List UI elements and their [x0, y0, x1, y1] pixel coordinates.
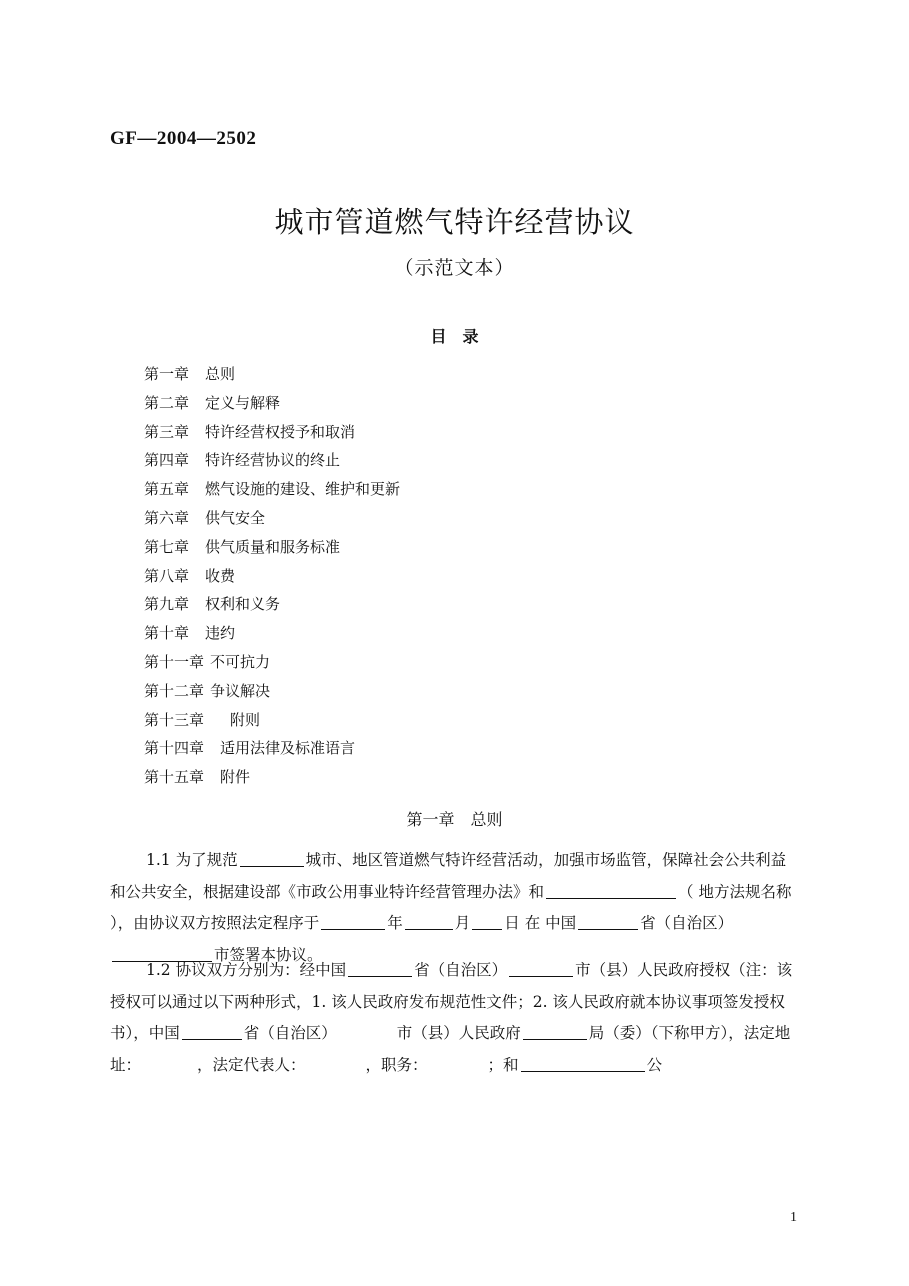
toc-chapter-name: 供气安全 [205, 508, 266, 527]
toc-chapter: 第四章 [144, 451, 190, 470]
toc-chapter: 第十三章 [144, 710, 205, 729]
toc-item [144, 679, 400, 708]
section-heading [0, 807, 909, 830]
fill-blank [509, 961, 573, 978]
clause-text: 省（自治区） [243, 1024, 337, 1042]
toc-item [144, 391, 400, 420]
fill-blank [240, 851, 304, 868]
toc-chapter-name: 供气质量和服务标准 [205, 537, 341, 556]
toc-chapter-name: 总则 [205, 365, 236, 383]
clause-text: 省（自治区） [640, 914, 734, 932]
clause-text: ；和 [487, 1055, 519, 1074]
toc-item [144, 765, 400, 794]
toc-item [144, 736, 400, 765]
clause-text: 市签署本协议。 [214, 945, 323, 964]
document-title: 城市管道燃气特许经营协议 [274, 205, 635, 239]
clause-text: 月 [454, 914, 471, 932]
toc-chapter: 第十四章 [144, 739, 205, 758]
fill-blank [546, 882, 676, 899]
fill-blank [405, 914, 453, 931]
clause-1-2 [110, 955, 800, 1081]
toc-chapter: 第九章 [144, 595, 190, 614]
toc-item [144, 650, 400, 679]
fill-blank [578, 914, 638, 931]
clause-1-1 [110, 845, 800, 971]
clause-text: （ 地方法规名称 ），由协议双方按照法定程序于 [110, 882, 792, 932]
toc-chapter: 第一章 [144, 365, 190, 383]
clause-text: ，职务： [365, 1055, 428, 1074]
fill-blank [523, 1024, 587, 1041]
toc-chapter-name: 附则 [230, 710, 261, 729]
clause-text: 市（县）人民政府 [396, 1024, 521, 1042]
toc-chapter: 第十二章 [144, 681, 205, 700]
fill-blank [321, 914, 385, 931]
toc-heading: 目 录 [430, 327, 479, 346]
page-number: 1 [790, 1210, 797, 1225]
toc-chapter: 第七章 [144, 537, 190, 556]
toc-chapter: 第十一章 [144, 652, 205, 671]
clause-text: 省（自治区） [414, 961, 508, 979]
toc-item [144, 477, 400, 506]
toc-chapter: 第二章 [144, 393, 190, 412]
clause-text: 城市、地区管道燃气特许经营活动，加强市场监管，保障社会公共利益和公共安全，根据建设部《市政公用事业特许经营管理办法》和 [110, 851, 787, 901]
toc-chapter: 第十五章 [144, 768, 205, 787]
fill-blank [472, 914, 502, 931]
toc-chapter: 第五章 [144, 480, 190, 499]
toc-chapter-name: 附件 [220, 768, 251, 787]
toc-item [144, 506, 400, 535]
fill-blank [521, 1055, 645, 1072]
document-subtitle: （示范文本） [394, 257, 515, 279]
toc-chapter: 第三章 [144, 422, 190, 441]
toc-chapter-name: 特许经营权授予和取消 [205, 422, 356, 441]
toc-chapter: 第八章 [144, 566, 190, 585]
toc-chapter-name: 定义与解释 [205, 393, 281, 412]
toc-item [144, 420, 400, 449]
toc-chapter-name: 收费 [205, 566, 236, 585]
clause-text: 日 在 中国 [504, 914, 577, 932]
toc-chapter-name: 权利和义务 [205, 595, 281, 614]
table-of-contents [144, 362, 400, 794]
clause-text: ，法定代表人： [197, 1055, 306, 1074]
toc-item [144, 362, 400, 391]
clause-text: 局（委）（下称甲方），法定地址： [110, 1024, 791, 1074]
clause-text: 市（县）人民政府授权（注：该授权可以通过以下两种形式，1. 该人民政府发布规范性文件；2. 该人民政府就本协议事项签发授权书），中国 [110, 961, 793, 1042]
toc-item [144, 448, 400, 477]
toc-chapter: 第十章 [144, 624, 190, 643]
toc-chapter-name: 争议解决 [210, 681, 271, 700]
clause-text: 1.2 协议双方分别为：经中国 [146, 961, 347, 979]
toc-chapter-name: 违约 [205, 624, 236, 643]
section-chapter: 第一章 [406, 810, 455, 829]
toc-item [144, 621, 400, 650]
document-code: GF—2004—2502 [110, 128, 257, 149]
section-name: 总则 [470, 810, 503, 829]
clause-text: 1.1 为了规范 [146, 851, 238, 869]
toc-item [144, 535, 400, 564]
toc-chapter-name: 适用法律及标准语言 [220, 739, 356, 758]
fill-blank [348, 961, 412, 978]
fill-blank [182, 1024, 242, 1041]
clause-text: 公 [646, 1055, 663, 1074]
clause-text: 年 [387, 914, 403, 932]
toc-chapter-name: 不可抗力 [210, 652, 271, 671]
toc-chapter-name: 特许经营协议的终止 [205, 451, 341, 470]
toc-item [144, 564, 400, 593]
toc-item [144, 708, 400, 737]
toc-chapter-name: 燃气设施的建设、维护和更新 [205, 480, 401, 499]
toc-item [144, 592, 400, 621]
toc-chapter: 第六章 [144, 508, 190, 527]
